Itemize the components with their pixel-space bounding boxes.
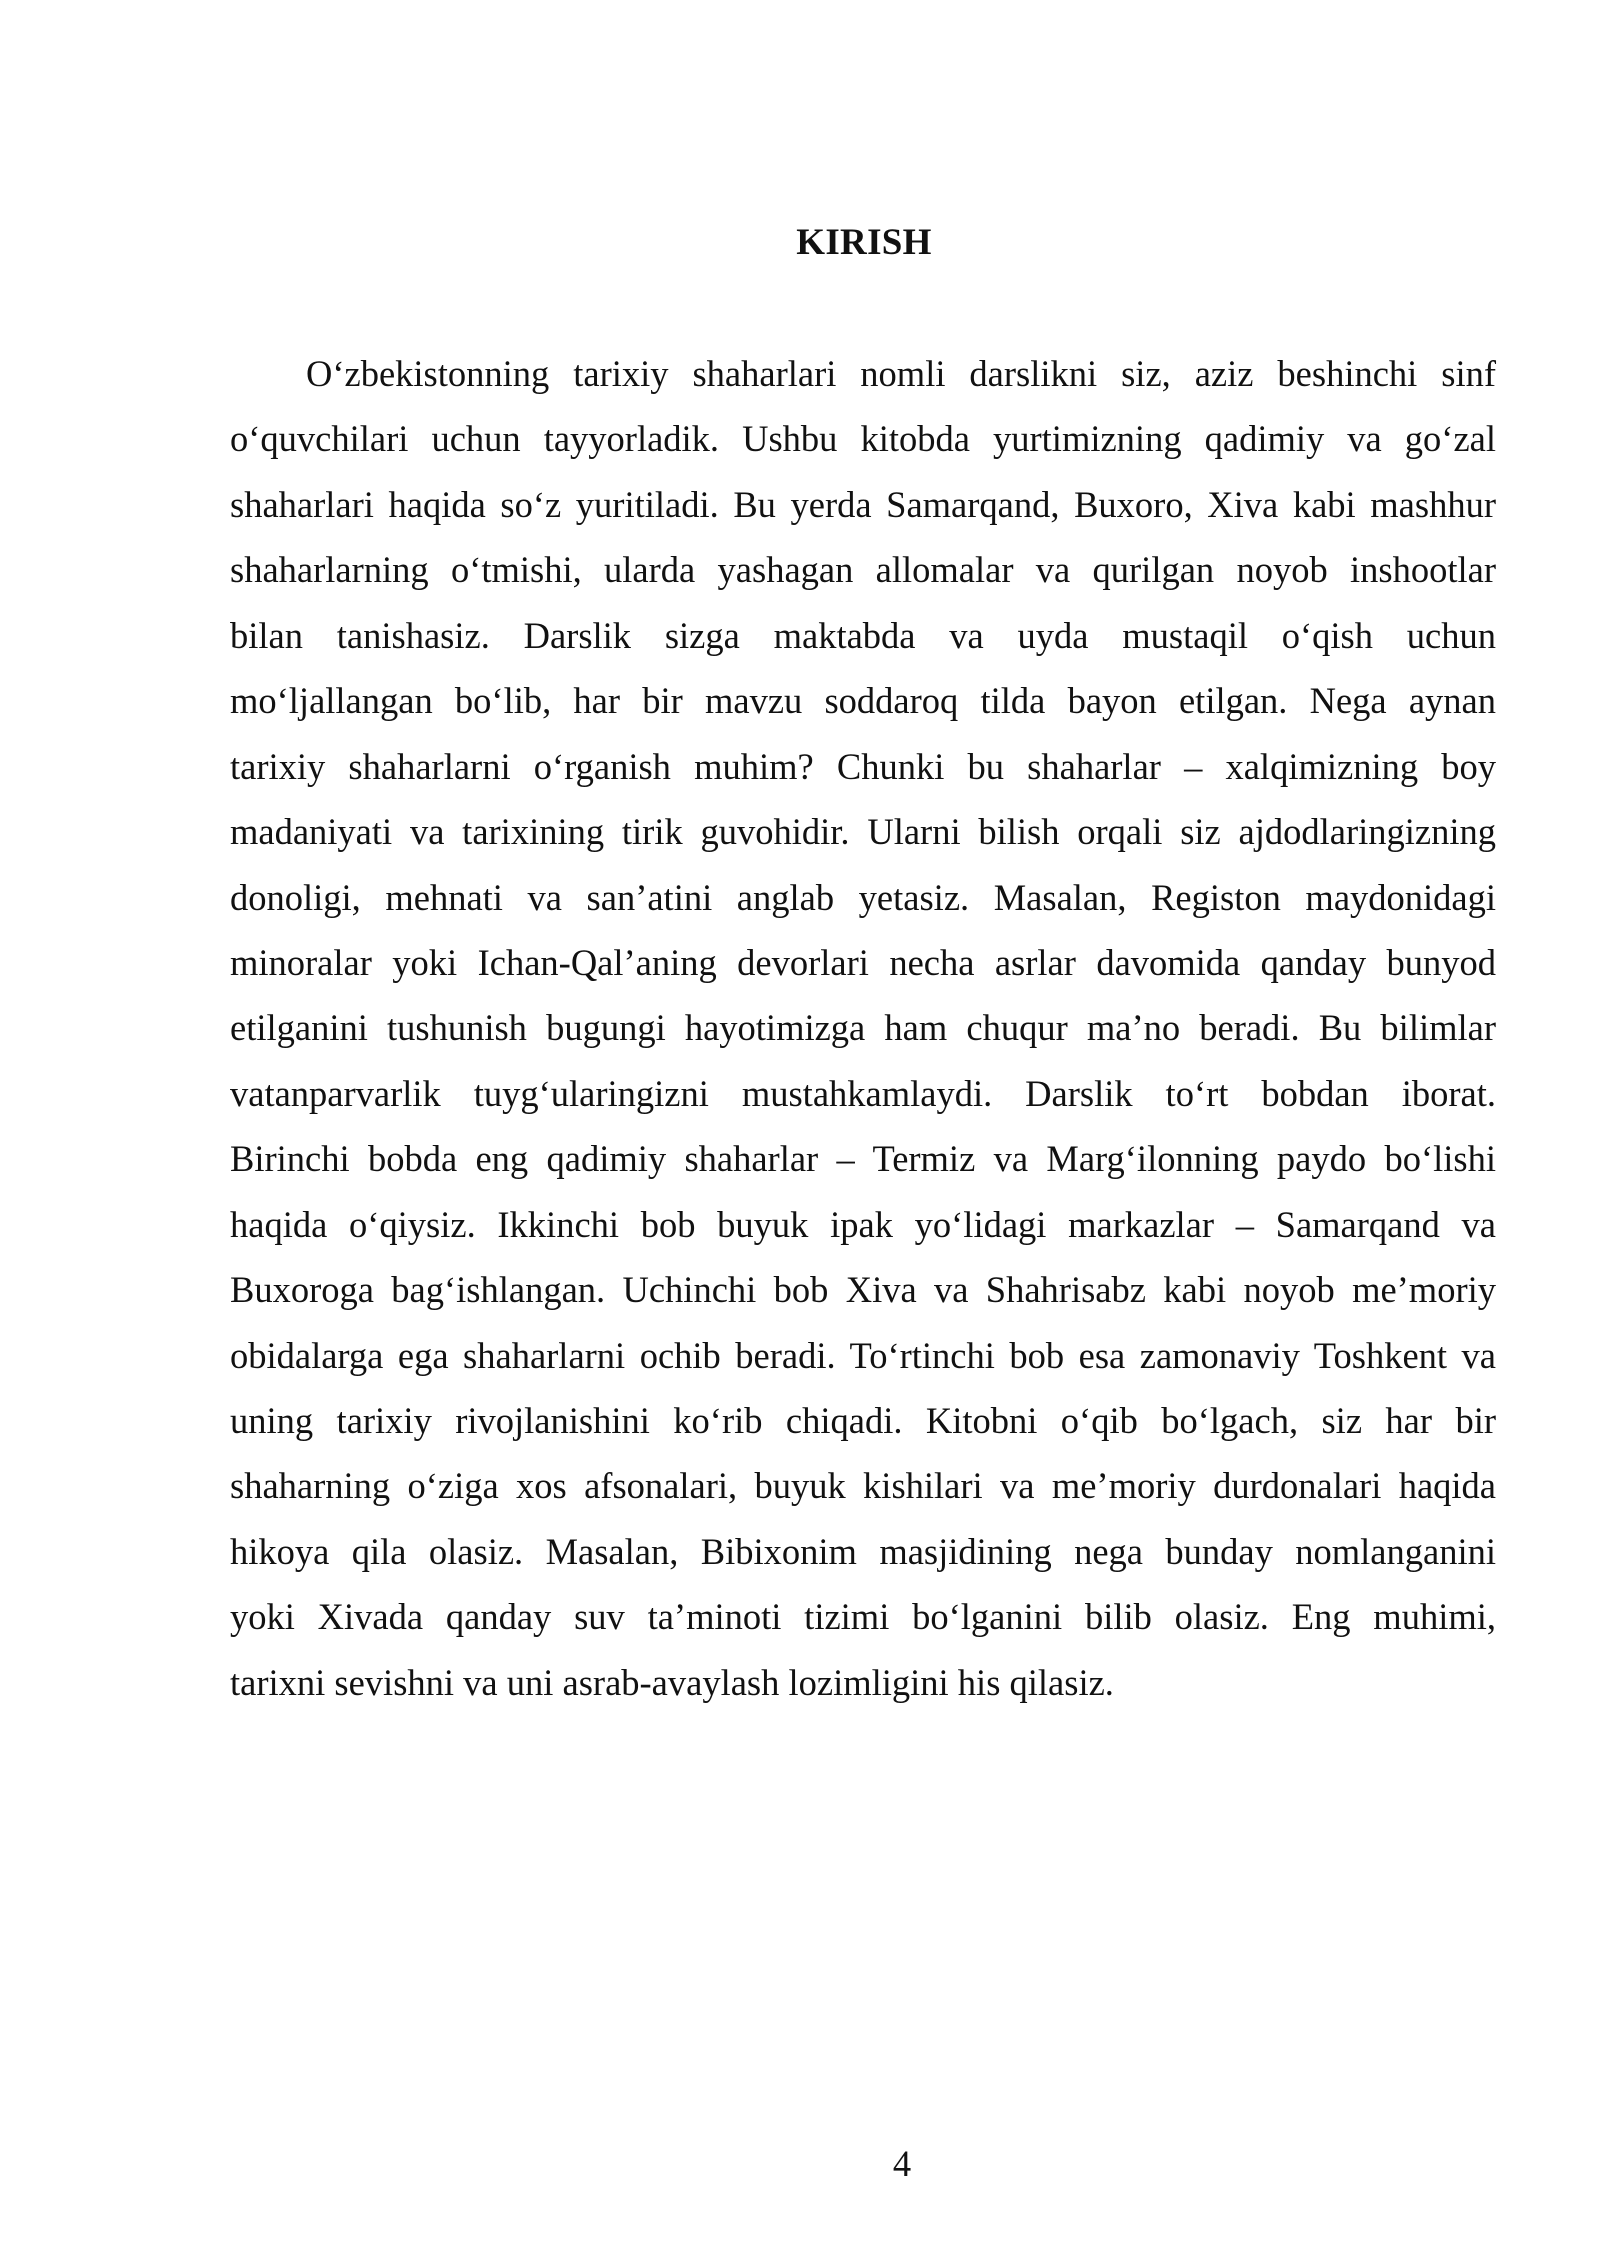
paragraph-line: Birinchi bobda eng qadimiy shaharlar – Termiz va Marg‘ilonning paydo bo‘lishi (230, 1138, 1496, 1180)
paragraph-line: etilganini tushunish bugungi hayotimizga ham chuqur ma’no beradi. Bu bilimlar (230, 1007, 1496, 1049)
chapter-title: KIRISH (796, 222, 932, 263)
paragraph-line: bilan tanishasiz. Darslik sizga maktabda va uyda mustaqil o‘qish uchun (230, 614, 1496, 656)
page-number: 4 (892, 2143, 912, 2184)
paragraph-line: tarixni sevishni va uni asrab-avaylash lozimligini his qilasiz. (230, 1661, 1114, 1703)
paragraph-line: obidalarga ega shaharlarni ochib beradi. To‘rtinchi bob esa zamonaviy Toshkent va (230, 1334, 1496, 1376)
paragraph-line: mo‘ljallangan bo‘lib, har bir mavzu soddaroq tilda bayon etilgan. Nega aynan (230, 680, 1496, 722)
paragraph-line: tarixiy shaharlarni o‘rganish muhim? Chunki bu shaharlar – xalqimizning boy (230, 745, 1496, 787)
paragraph-line: haqida o‘qiysiz. Ikkinchi bob buyuk ipak yo‘lidagi markazlar – Samarqand va (230, 1203, 1496, 1245)
paragraph-line: shaharning o‘ziga xos afsonalari, buyuk kishilari va me’moriy durdonalari haqida (230, 1465, 1496, 1507)
paragraph-line: hikoya qila olasiz. Masalan, Bibixonim masjidining nega bunday nomlanganini (230, 1530, 1496, 1572)
paragraph-line: donoligi, mehnati va san’atini anglab yetasiz. Masalan, Registon maydonidagi (230, 876, 1496, 918)
paragraph-line: shaharlarning o‘tmishi, ularda yashagan allomalar va qurilgan noyob inshootlar (230, 549, 1496, 591)
paragraph-line: vatanparvarlik tuyg‘ularingizni mustahkamlaydi. Darslik to‘rt bobdan iborat. (230, 1072, 1496, 1114)
intro-paragraph (230, 341, 1496, 1715)
paragraph-line: Buxoroga bag‘ishlangan. Uchinchi bob Xiva va Shahrisabz kabi noyob me’moriy (230, 1269, 1496, 1311)
paragraph-line: uning tarixiy rivojlanishini ko‘rib chiqadi. Kitobni o‘qib bo‘lgach, siz har bir (230, 1400, 1496, 1441)
paragraph-line: yoki Xivada qanday suv ta’minoti tizimi bo‘lganini bilib olasiz. Eng muhimi, (230, 1596, 1496, 1638)
paragraph-line: minoralar yoki Ichan-Qal’aning devorlari necha asrlar davomida qanday bunyod (230, 941, 1496, 983)
paragraph-line: o‘quvchilari uchun tayyorladik. Ushbu kitobda yurtimizning qadimiy va go‘zal (230, 418, 1496, 460)
paragraph-line: madaniyati va tarixining tirik guvohidir. Ularni bilish orqali siz ajdodlaringizning (230, 811, 1496, 853)
paragraph-line: O‘zbekistonning tarixiy shaharlari nomli darslikni siz, aziz beshinchi sinf (306, 353, 1496, 394)
paragraph-line: shaharlari haqida so‘z yuritiladi. Bu yerda Samarqand, Buxoro, Xiva kabi mashhur (230, 483, 1496, 525)
